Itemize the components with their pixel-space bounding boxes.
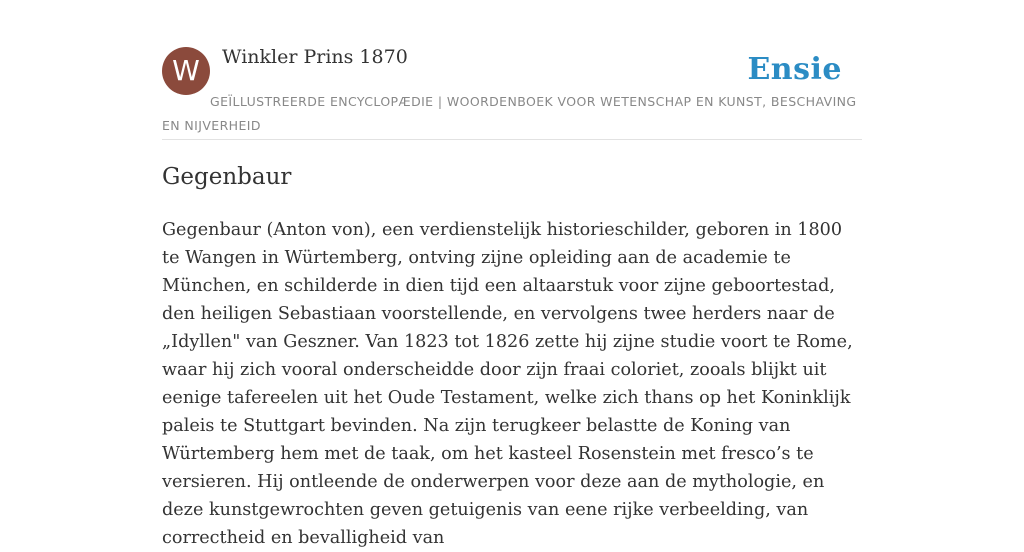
- source-subtitle: GEÏLLUSTREERDE ENCYCLOPÆDIE | WOORDENBOEK VOOR WETENSCHAP EN KUNST, BESCHAVING EN NIJVERHEID: [162, 94, 857, 133]
- article-body: Gegenbaur (Anton von), een verdienstelijk historieschilder, geboren in 1800 te Wangen in Würtemberg, ontving zijne opleiding aan de academie te München, en schilderde in dien tijd een altaarstuk voor zijne geboortestad, den heiligen Sebastiaan voorstellende, en vervolgens twee herders naar de „Idyllen" van Geszner. Van 1823 tot 1826 zette hij zijne studie voort te Rome, waar hij zich vooral onderscheidde door zijn fraai coloriet, zooals blijkt uit eenige tafereelen uit het Oude Testament, welke zich thans op het Koninklijk paleis te Stuttgart bevinden. Na zijn terugkeer belastte de Koning van Würtemberg hem met de taak, om het kasteel Rosenstein met fresco’s te versieren. Hij ontleende de onderwerpen voor deze aan de mythologie, en deze kunstgewrochten geven getuigenis van eene rijke verbeelding, van correctheid en bevalligheid van: [162, 220, 853, 548]
- header-divider: [162, 139, 862, 140]
- ensie-logo-link[interactable]: Ensie: [747, 52, 842, 87]
- article-title: Gegenbaur: [162, 164, 292, 190]
- avatar-letter: W: [172, 54, 200, 87]
- source-title-link[interactable]: Winkler Prins 1870: [222, 46, 408, 68]
- source-avatar[interactable]: [162, 47, 210, 95]
